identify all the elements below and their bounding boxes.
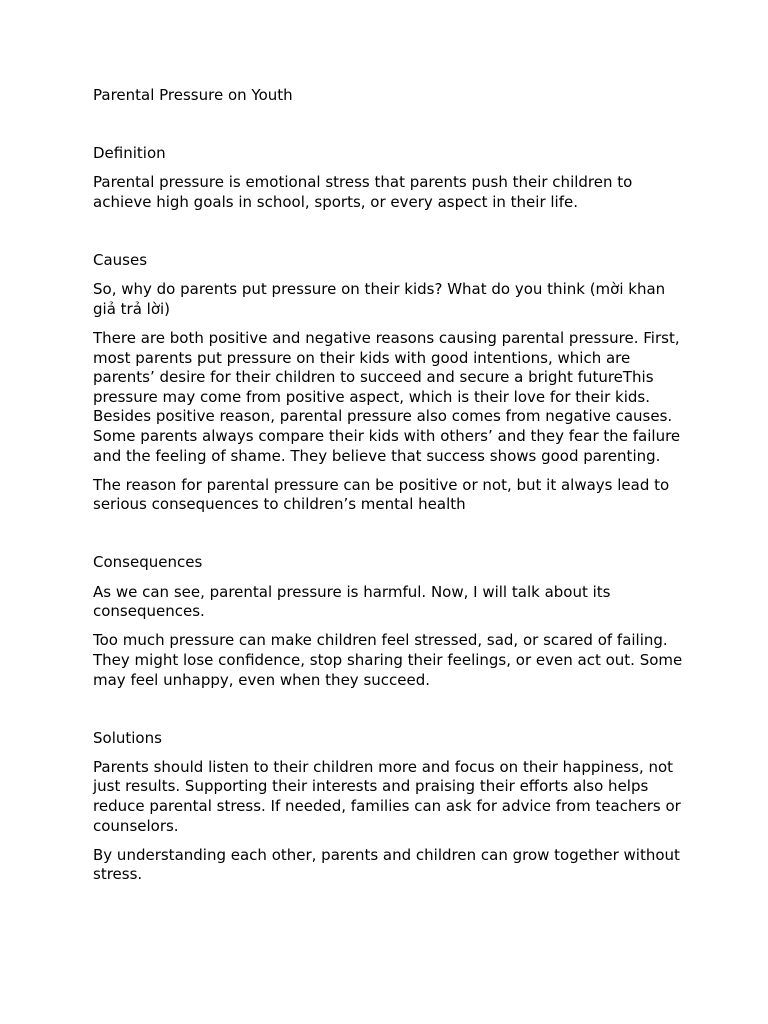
spacer (93, 212, 683, 251)
spacer (93, 164, 683, 174)
paragraph: By understanding each other, parents and children can grow together without stress. (93, 845, 680, 884)
document-page (93, 86, 683, 885)
spacer (93, 271, 683, 281)
paragraph: So, why do parents put pressure on their kids? What do you think (mời khan giả trả lời) (93, 280, 666, 318)
section-solutions (93, 729, 683, 885)
section-heading-solutions: Solutions (93, 728, 162, 747)
paragraph: The reason for parental pressure can be positive or not, but it always lead to serious consequences to children’s mental health (93, 475, 670, 514)
paragraph: Parental pressure is emotional stress that parents push their children to achieve high goals in school, sports, or every aspect in their life. (93, 173, 633, 211)
spacer (93, 690, 683, 729)
spacer (93, 106, 683, 145)
section-heading-consequences: Consequences (93, 553, 203, 572)
paragraph: Parents should listen to their children more and focus on their happiness, not just results. Supporting their interests and praising their efforts also helps reduce parental stress. If needed, families can ask for advice from teachers or counselors. (93, 757, 681, 835)
spacer (93, 319, 683, 329)
section-heading-causes: Causes (93, 250, 148, 269)
paragraph: There are both positive and negative reasons causing parental pressure. First, most parents put pressure on their kids with good intentions, which are parents’ desire for their children to succeed and secure a bright futureThis pressure may come from positive aspect, which is their love for their kids. Besides positive reason, parental pressure also comes from negative causes. Some parents always compare their kids with others’ and they fear the failure and the feeling of shame. They believe that success shows good parenting. (93, 328, 681, 465)
spacer (93, 748, 683, 758)
paragraph: Too much pressure can make children feel stressed, sad, or scared of failing. They might lose confidence, stop sharing their feelings, or even act out. Some may feel unhappy, even when they succeed. (93, 631, 683, 689)
spacer (93, 466, 683, 476)
document-title: Parental Pressure on Youth (93, 86, 293, 104)
spacer (93, 573, 683, 583)
spacer (93, 622, 683, 632)
spacer (93, 515, 683, 554)
spacer (93, 836, 683, 846)
paragraph: As we can see, parental pressure is harmful. Now, I will talk about its consequences. (93, 582, 611, 621)
section-consequences (93, 553, 683, 690)
section-causes (93, 251, 683, 515)
section-heading-definition: Definition (93, 144, 166, 163)
section-definition (93, 144, 683, 212)
